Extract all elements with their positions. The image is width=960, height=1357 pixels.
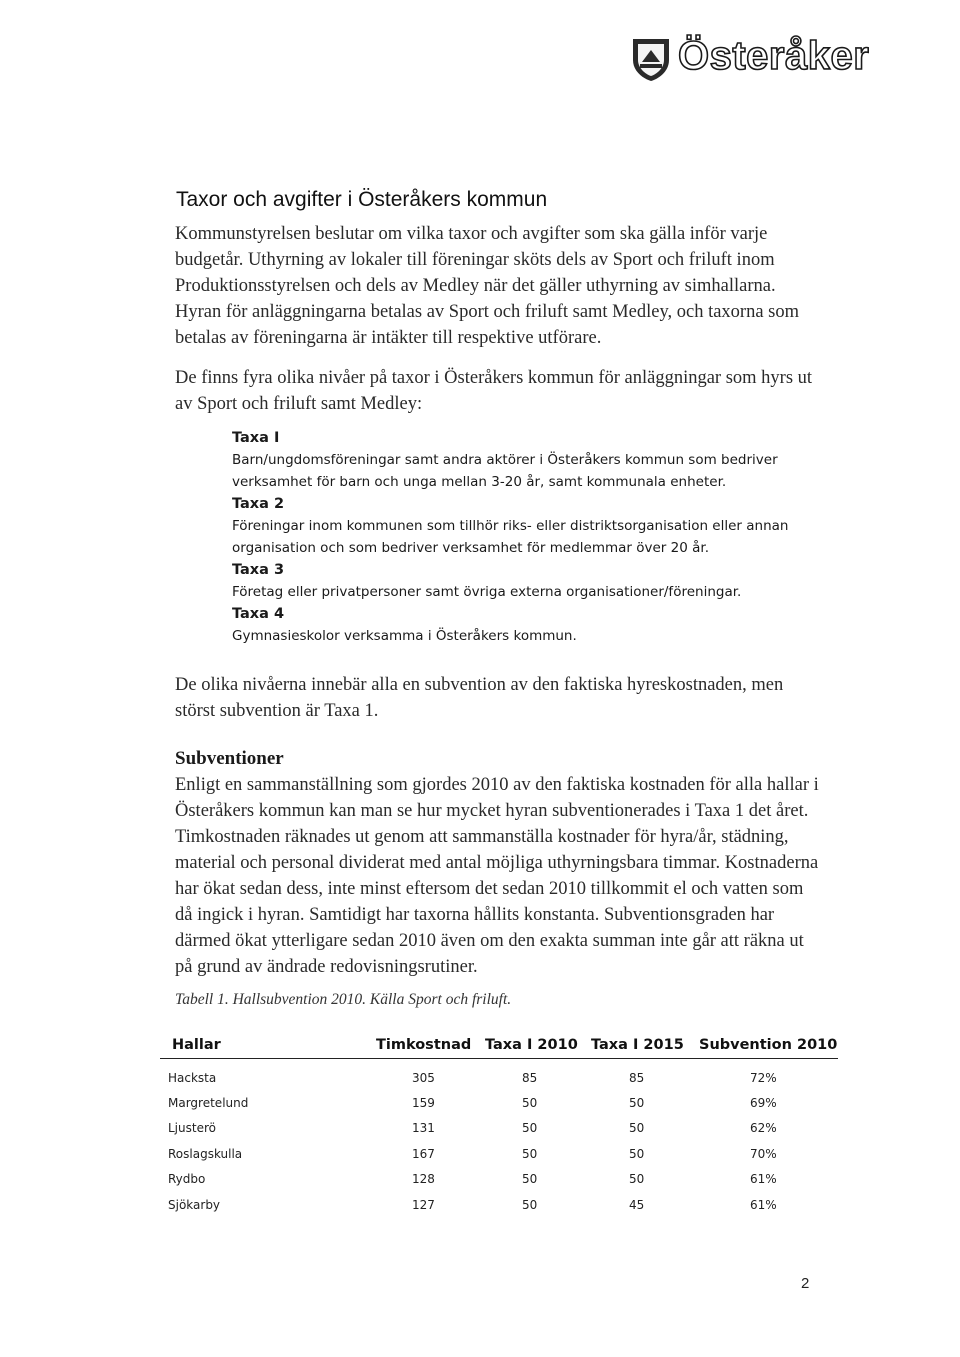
- logo-wordmark: Österåker: [678, 34, 870, 78]
- table-cell-hall: Margretelund: [168, 1096, 249, 1110]
- table-cell-taxa-2010: 85: [522, 1071, 538, 1085]
- tax-level-text: Föreningar inom kommunen som tillhör riks- eller distriktsorganisation eller annan organisation och som bedriver verksamhet för medlemmar över 20 år.: [232, 518, 789, 556]
- tax-level-text: Barn/ungdomsföreningar samt andra aktörer i Österåkers kommun som bedriver verksamhet för barn och unga mellan 3-20 år, samt kommunala enheter.: [232, 452, 778, 490]
- table-cell-subvention: 69%: [750, 1096, 777, 1110]
- tax-level: [232, 427, 792, 493]
- table-cell-hall: Hacksta: [168, 1071, 217, 1085]
- table-cell-timkostnad: 131: [412, 1121, 435, 1135]
- tax-level-text: Gymnasieskolor verksamma i Österåkers kommun.: [232, 628, 577, 644]
- table-cell-taxa-2010: 50: [522, 1198, 538, 1212]
- table-header-subvention-2010: Subvention 2010: [699, 1037, 838, 1053]
- table-cell-hall: Sjökarby: [168, 1198, 221, 1212]
- table-cell-timkostnad: 128: [412, 1172, 435, 1186]
- table-caption: Tabell 1. Hallsubvention 2010. Källa Sport och friluft.: [175, 991, 512, 1008]
- table-cell-taxa-2010: 50: [522, 1172, 538, 1186]
- table-header-rule: [160, 1058, 838, 1059]
- table-cell-taxa-2015: 85: [629, 1071, 645, 1085]
- intro-paragraph-2: De finns fyra olika nivåer på taxor i Österåkers kommun för anläggningar som hyrs ut av Sport och friluft samt Medley:: [175, 368, 813, 414]
- subventions-paragraph: Enligt en sammanställning som gjordes 2010 av den faktiska kostnaden för alla hallar i Österåkers kommun kan man se hur mycket hyran subventionerades i Taxa 1 det året. Timkostnaden räknades ut genom att sammanställa kostnader för hyra/år, städning, material och personal dividerat med antal möjliga uthyrningsbara timmar. Kostnaderna har ökat sedan dess, inte minst eftersom det sedan 2010 tillkommit el och vatten som då ingick i hyran. Samtidigt har taxorna hållits konstanta. Subventionsgraden har därmed ökat ytterligare sedan 2010 även om den exakta summan inte går att räkna ut på grund av ändrade redovisningsrutiner.: [175, 775, 819, 977]
- table-cell-taxa-2015: 50: [629, 1147, 645, 1161]
- table-cell-taxa-2015: 50: [629, 1121, 645, 1135]
- page-title: Taxor och avgifter i Österåkers kommun: [176, 188, 548, 211]
- tax-level-heading: Taxa I: [232, 430, 280, 446]
- table-cell-taxa-2010: 50: [522, 1121, 538, 1135]
- table-cell-taxa-2010: 50: [522, 1096, 538, 1110]
- table-cell-subvention: 62%: [750, 1121, 777, 1135]
- table-cell-hall: Ljusterö: [168, 1121, 216, 1135]
- tax-level-text: Företag eller privatpersoner samt övriga externa organisationer/föreningar.: [232, 584, 742, 600]
- tax-level-heading: Taxa 2: [232, 496, 285, 512]
- table-cell-subvention: 70%: [750, 1147, 777, 1161]
- table-cell-subvention: 61%: [750, 1198, 777, 1212]
- table-cell-timkostnad: 127: [412, 1198, 435, 1212]
- subvention-summary-paragraph: De olika nivåerna innebär alla en subvention av den faktiska hyreskostnaden, men störst subvention är Taxa 1.: [175, 675, 784, 721]
- tax-level-heading: Taxa 4: [232, 606, 285, 622]
- tax-levels-list: [232, 427, 792, 647]
- table-cell-taxa-2010: 50: [522, 1147, 538, 1161]
- table-header-taxa-2015: Taxa I 2015: [591, 1037, 684, 1053]
- tax-level: [232, 603, 792, 647]
- intro-paragraph-1: Kommunstyrelsen beslutar om vilka taxor och avgifter som ska gälla inför varje budgetår. Uthyrning av lokaler till föreningar sköts dels av Sport och friluft inom Produktionsstyrelsen och dels av Medley när det gäller uthyrning av simhallarna. Hyran för anläggningarna betalas av Sport och friluft samt Medley, och taxorna som betalas av föreningarna är intäkter till respektive utförare.: [175, 224, 800, 348]
- tax-level: [232, 559, 792, 603]
- section-heading-subventions: Subventioner: [175, 748, 284, 769]
- table-cell-taxa-2015: 50: [629, 1172, 645, 1186]
- table-cell-taxa-2015: 50: [629, 1096, 645, 1110]
- table-cell-timkostnad: 159: [412, 1096, 435, 1110]
- table-cell-hall: Rydbo: [168, 1172, 206, 1186]
- coat-of-arms-icon: [630, 36, 672, 82]
- table-cell-subvention: 61%: [750, 1172, 777, 1186]
- table-header-hallar: Hallar: [172, 1037, 221, 1053]
- page-number: 2: [801, 1275, 810, 1292]
- table-header-taxa-2010: Taxa I 2010: [485, 1037, 578, 1053]
- table-header-timkostnad: Timkostnad: [376, 1037, 472, 1053]
- table-cell-timkostnad: 167: [412, 1147, 435, 1161]
- table-cell-subvention: 72%: [750, 1071, 777, 1085]
- tax-level: [232, 493, 792, 559]
- table-cell-hall: Roslagskulla: [168, 1147, 243, 1161]
- table-cell-taxa-2015: 45: [629, 1198, 645, 1212]
- table-cell-timkostnad: 305: [412, 1071, 435, 1085]
- tax-level-heading: Taxa 3: [232, 562, 285, 578]
- municipality-logo: [630, 34, 870, 82]
